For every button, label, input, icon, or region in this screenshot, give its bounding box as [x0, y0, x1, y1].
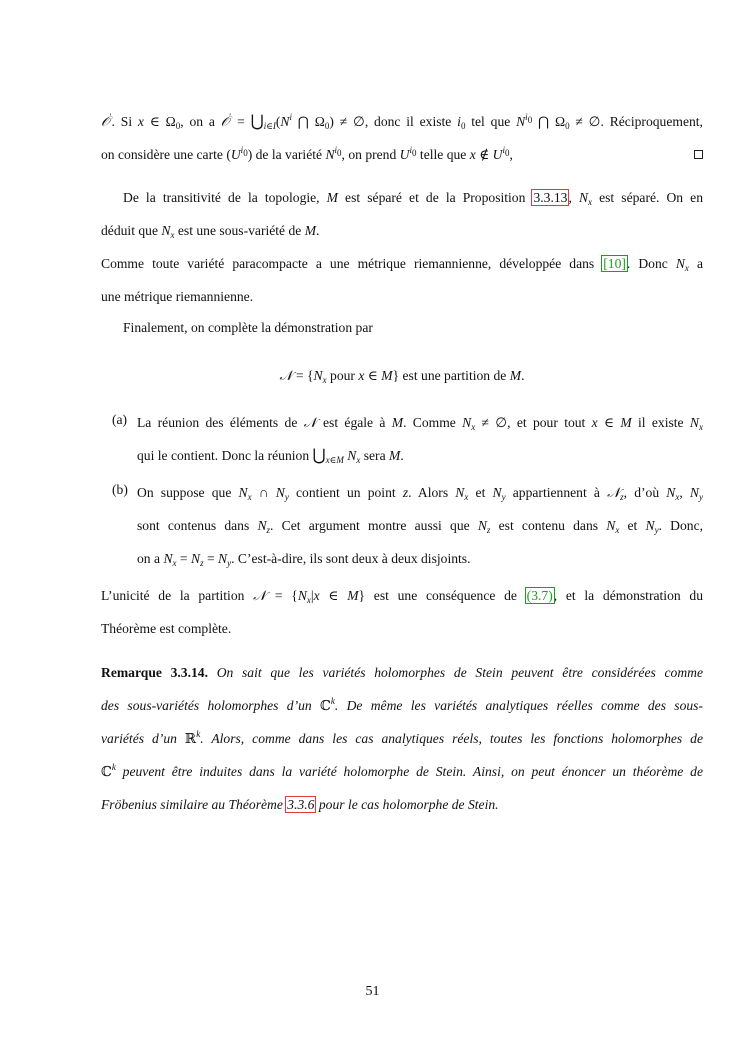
remark-heading: Remarque 3.3.14.	[101, 665, 208, 680]
remark-3-3-14	[101, 662, 703, 827]
p2-line-2: déduit que $N_x$ est une sous-variété de M.	[101, 223, 320, 240]
ref-proposition-3-3-13[interactable]: 3.3.13	[533, 190, 568, 205]
p3-line-2: une métrique riemannienne.	[101, 289, 254, 304]
item-a-line-2: qui le contient. Donc la réunion $⋃_{x\in M}$ $N_x$ sera M.	[137, 447, 404, 465]
ref-equation-3-7[interactable]: (3.7)	[526, 588, 553, 603]
remark-line-5: Fröbenius similaire au Théorème 3.3.6 pour le cas holomorphe de Stein.	[101, 797, 499, 812]
paragraph-3	[101, 253, 703, 319]
remark-line-4: ℂ$^k$ peuvent être induites dans la variété holomorphe de Stein. Ainsi, on peut énoncer un théorème de	[101, 762, 703, 779]
ref-citation-10[interactable]: [10]	[603, 256, 626, 271]
p1-line-1: 𝒪′. Si x ∈ $\Omega_0$, on a 𝒪′ = $⋃_{i\in I}(N^i$ ⋂ $\Omega_0$) ≠ ∅, donc il existe $i_0$ tel que $N^{i_0}$ ⋂ $\Omega_0$ ≠ ∅. Réciproquement,	[101, 112, 703, 131]
list-item-b	[112, 482, 703, 581]
paragraph-5	[101, 585, 703, 651]
page-number: 51	[365, 984, 380, 999]
remark-line-3: variétés d’un ℝ$^k$. Alors, comme dans les cas analytiques réels, toutes les fonctions holomorphes de	[101, 729, 704, 746]
list-item-label: (b)	[112, 482, 128, 497]
list-item-label: (a)	[112, 412, 128, 427]
list-item-a	[112, 412, 703, 478]
display-equation: 𝒩 = {$N_x$ pour x ∈ M} est une partition de M.	[279, 368, 525, 385]
p1-line-2: on considère une carte $(U^{i_0})$ de la variété $N^{i_0}$, on prend $U^{i_0}$ telle que x ∉ $U^{i_0}$,	[101, 144, 703, 177]
p5-line-2: Théorème est complète.	[101, 621, 232, 636]
p5-line-1: L’unicité de la partition 𝒩 = {$N_x|x$ ∈ M} est une conséquence de (3.7), et la démonstration du	[101, 588, 703, 605]
paragraph-1	[101, 111, 703, 177]
item-b-line-3: on a $N_x = N_z = N_y$. C’est-à-dire, ils sont deux à deux disjoints.	[137, 551, 471, 568]
paragraph-2	[101, 187, 703, 253]
item-b-line-2: sont contenus dans $N_z$. Cet argument montre aussi que $N_z$ est contenu dans $N_x$ et $N_y$. Donc,	[137, 518, 704, 535]
qed-square-icon	[694, 150, 703, 159]
p2-line-1: De la transitivité de la topologie, M est séparé et de la Proposition 3.3.13, $N_x$ est séparé. On en	[123, 190, 703, 207]
remark-line-1: Remarque 3.3.14. On sait que les variétés holomorphes de Stein peuvent être considérées comme	[101, 665, 703, 680]
ref-theorem-3-3-6[interactable]: 3.3.6	[287, 797, 315, 812]
p4-line-1: Finalement, on complète la démonstration par	[123, 320, 373, 335]
item-b-line-1: On suppose que $N_x$ ∩ $N_y$ contient un point z. Alors $N_x$ et $N_y$ appartiennent à 𝒩$_z$, d’où $N_x$, $N_y$	[137, 485, 703, 502]
item-a-line-1: La réunion des éléments de 𝒩 est égale à M. Comme $N_x$ ≠ ∅, et pour tout x ∈ M il existe $N_x$	[137, 415, 703, 432]
remark-line-2: des sous-variétés holomorphes d’un ℂ$^k$. De même les variétés analytiques réelles comme des sous-	[101, 696, 703, 713]
p3-line-1: Comme toute variété paracompacte a une métrique riemannienne, développée dans [10]. Donc $N_x$ a	[101, 256, 703, 273]
paragraph-4	[101, 317, 703, 350]
